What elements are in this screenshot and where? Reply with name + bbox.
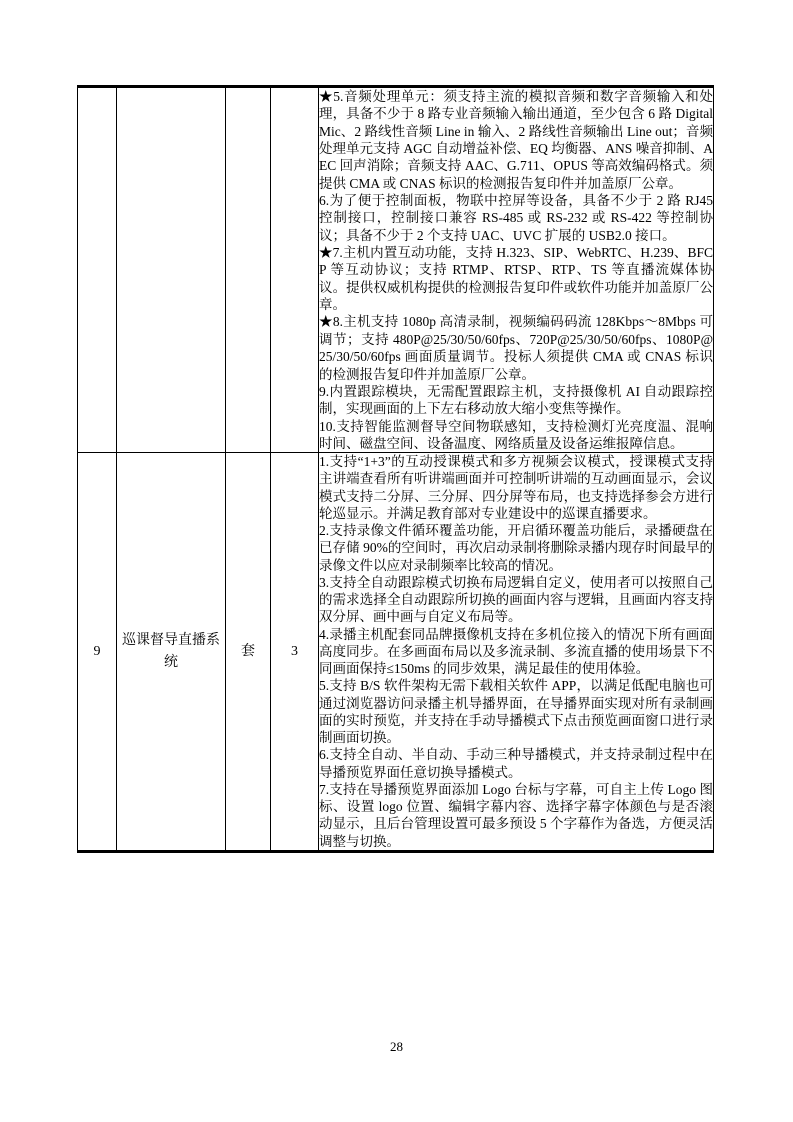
- spec-paragraph: 4.录播主机配套同品牌摄像机支持在多机位接入的情况下所有画面高度同步。在多画面布局以及多流录制、多流直播的使用场景下不同画面保持≤150ms 的同步效果，满足最佳的使用体验。: [319, 626, 713, 677]
- spec-paragraph: 6.为了便于控制面板，物联中控屏等设备，具备不少于 2 路 RJ45 控制接口，控制接口兼容 RS-485 或 RS-232 或 RS-422 等控制协议；具备不少于 2 个支持 UAC、UVC 扩展的 USB2.0 接口。: [319, 193, 713, 243]
- item-unit-cell: [226, 87, 271, 453]
- spec-paragraph: 1.支持“1+3”的互动授课模式和多方视频会议模式，授课模式支持主讲端查看所有听讲端画面并可控制听讲端的互动画面显示，会议模式支持二分屏、三分屏、四分屏等布局，也支持选择参会方进行轮巡显示。并满足教育部对专业建设中的巡课直播要求。: [319, 454, 713, 521]
- table-row-item8-continued: [78, 87, 714, 453]
- item-seq-cell: 9: [78, 453, 117, 852]
- spec-paragraph: 3.支持全自动跟踪模式切换布局逻辑自定义，使用者可以按照自己的需求选择全自动跟踪所切换的画面内容与逻辑，且画面内容支持双分屏、画中画与自定义布局等。: [319, 574, 713, 625]
- spec-paragraph: ★8.主机支持 1080p 高清录制，视频编码码流 128Kbps～8Mbps 可调节；支持 480P@25/30/50/60fps、720P@25/30/50/60fps、1080P@25/30/50/60fps 画面质量调节。投标人须提供 CMA 或 CNAS 标识的检测报告复印件并加盖原厂公章。: [319, 314, 713, 382]
- equipment-spec-table: [77, 85, 714, 853]
- spec-paragraph: ★5.音频处理单元：须支持主流的模拟音频和数字音频输入和处理，具备不少于 8 路专业音频输入输出通道，至少包含 6 路 Digital Mic、2 路线性音频 Line in 输入、2 路线性音频输出 Line out；音频处理单元支持 AGC 自动增益补偿、EQ 均衡器、ANS 噪音抑制、AEC 回声消除；音频支持 AAC、G.711、OPUS 等高效编码格式。须提供 CMA 或 CNAS 标识的检测报告复印件并加盖原厂公章。: [319, 89, 713, 191]
- item-name-cell: 巡课督导直播系统: [117, 453, 226, 852]
- item-spec-cell: [319, 453, 714, 852]
- table-row-item9: [78, 453, 714, 852]
- item-spec-cell: [319, 87, 714, 453]
- item-unit-cell: 套: [226, 453, 271, 852]
- spec-paragraph: 2.支持录像文件循环覆盖功能，开启循环覆盖功能后，录播硬盘在已存储 90%的空间时，再次启动录制将删除录播内现存时间最早的录像文件以应对录制频率比较高的情况。: [319, 523, 713, 573]
- item-seq-cell: [78, 87, 117, 453]
- spec-paragraph: 10.支持智能监测督导空间物联感知，支持检测灯光亮度温、混响时间、磁盘空间、设备温度、网络质量及设备运维报障信息。: [319, 418, 713, 451]
- item-qty-cell: [271, 87, 319, 453]
- item-name-cell: [117, 87, 226, 453]
- spec-paragraph: 5.支持 B/S 软件架构无需下载相关软件 APP，以满足低配电脑也可通过浏览器访问录播主机导播界面，在导播界面实现对所有录制画面的实时预览，并支持在手动导播模式下点击预览画面窗口进行录制画面切换。: [319, 678, 713, 746]
- item-qty-cell: 3: [271, 453, 319, 852]
- page-number: 28: [390, 1039, 403, 1054]
- spec-paragraph: 6.支持全自动、半自动、手动三种导播模式，并支持录制过程中在导播预览界面任意切换导播模式。: [319, 747, 713, 780]
- spec-paragraph: 9.内置跟踪模块，无需配置跟踪主机，支持摄像机 AI 自动跟踪控制，实现画面的上下左右移动放大缩小变焦等操作。: [319, 383, 713, 417]
- spec-paragraph: 7.支持在导播预览界面添加 Logo 台标与字幕，可自主上传 Logo 图标、设置 logo 位置、编辑字幕内容、选择字幕字体颜色与是否滚动显示，且后台管理设置可最多预设 5 个字幕作为备选，方便灵活调整与切换。: [319, 781, 713, 849]
- spec-paragraph: ★7.主机内置互动功能，支持 H.323、SIP、WebRTC、H.239、BFCP 等互动协议；支持 RTMP、RTSP、RTP、TS 等直播流媒体协议。提供权威机构提供的检测报告复印件或软件功能并加盖原厂公章。: [319, 245, 713, 313]
